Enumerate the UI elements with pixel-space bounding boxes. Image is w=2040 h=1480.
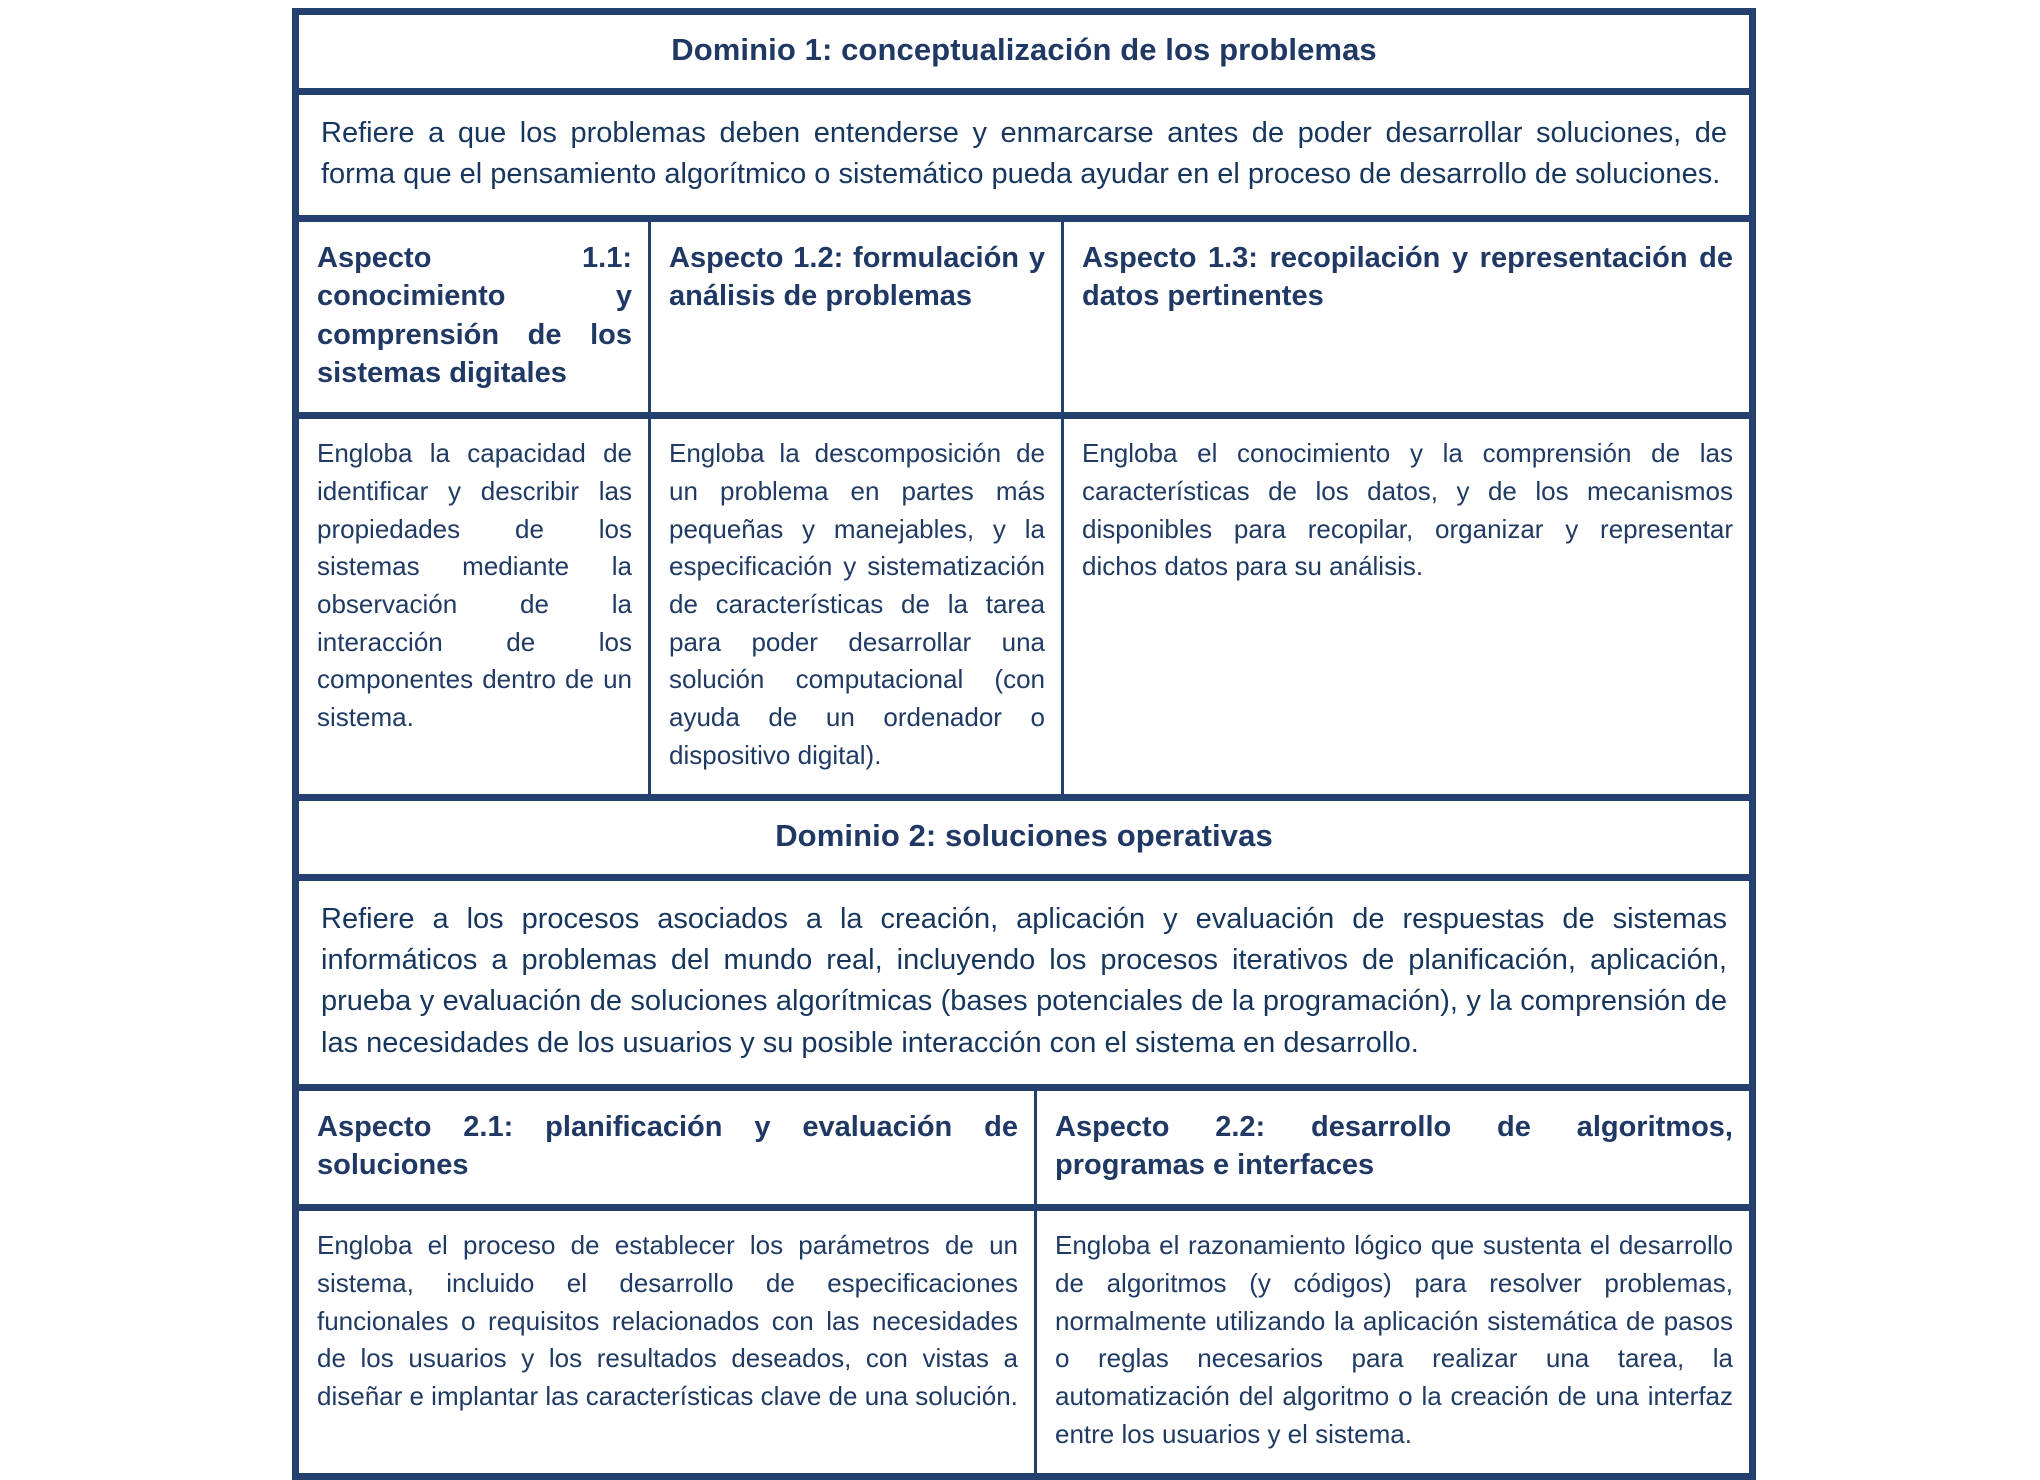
domain-2-description: Refiere a los procesos asociados a la creación, aplicación y evaluación de respuestas de sistemas informáticos a problemas del mundo real, incluyendo los procesos iterativos de planificación, aplicación, prueba y evaluación de soluciones algorítmicas (bases potenciales de la programación), y la comprensión de las necesidades de los usuarios y su posible interacción con el sistema en desarrollo. xyxy=(299,881,1749,1084)
aspect-1-3-title: Aspecto 1.3: recopilación y representación de datos pertinentes xyxy=(1061,222,1749,412)
domain-2-banner: Dominio 2: soluciones operativas xyxy=(299,801,1749,874)
domain-1-banner: Dominio 1: conceptualización de los problemas xyxy=(299,15,1749,88)
aspect-1-1-title: Aspecto 1.1: conocimiento y comprensión de los sistemas digitales xyxy=(299,222,648,412)
domain-1-banner-row xyxy=(299,15,1749,88)
framework-table xyxy=(292,8,1756,1480)
domain-1-description: Refiere a que los problemas deben entenderse y enmarcarse antes de poder desarrollar soluciones, de forma que el pensamiento algorítmico o sistemático pueda ayudar en el proceso de desarrollo de soluciones. xyxy=(299,95,1749,215)
domain-1-description-row xyxy=(299,88,1749,215)
aspect-2-2-title: Aspecto 2.2: desarrollo de algoritmos, programas e interfaces xyxy=(1034,1091,1749,1205)
domain-2-aspect-bodies-row xyxy=(299,1204,1749,1473)
domain-1-aspect-bodies-row xyxy=(299,412,1749,794)
aspect-2-1-title: Aspecto 2.1: planificación y evaluación de soluciones xyxy=(299,1091,1034,1205)
aspect-1-2-title: Aspecto 1.2: formulación y análisis de problemas xyxy=(648,222,1061,412)
domain-2-banner-row xyxy=(299,794,1749,874)
aspect-2-1-body: Engloba el proceso de establecer los parámetros de un sistema, incluido el desarrollo de especificaciones funcionales o requisitos relacionados con las necesidades de los usuarios y los resultados deseados, con vistas a diseñar e implantar las características clave de una solución. xyxy=(299,1211,1034,1473)
aspect-2-2-body: Engloba el razonamiento lógico que sustenta el desarrollo de algoritmos (y códigos) para resolver problemas, normalmente utilizando la aplicación sistemática de pasos o reglas necesarios para realizar una tarea, la automatización del algoritmo o la creación de una interfaz entre los usuarios y el sistema. xyxy=(1034,1211,1749,1473)
domain-2-aspect-titles-row xyxy=(299,1084,1749,1205)
domain-1-aspect-titles-row xyxy=(299,215,1749,412)
aspect-1-3-body: Engloba el conocimiento y la comprensión de las características de los datos, y de los mecanismos disponibles para recopilar, organizar y representar dichos datos para su análisis. xyxy=(1061,419,1749,794)
aspect-1-2-body: Engloba la descomposición de un problema en partes más pequeñas y manejables, y la especificación y sistematización de características de la tarea para poder desarrollar una solución computacional (con ayuda de un ordenador o dispositivo digital). xyxy=(648,419,1061,794)
aspect-1-1-body: Engloba la capacidad de identificar y describir las propiedades de los sistemas mediante la observación de la interacción de los componentes dentro de un sistema. xyxy=(299,419,648,794)
domain-2-description-row xyxy=(299,874,1749,1084)
